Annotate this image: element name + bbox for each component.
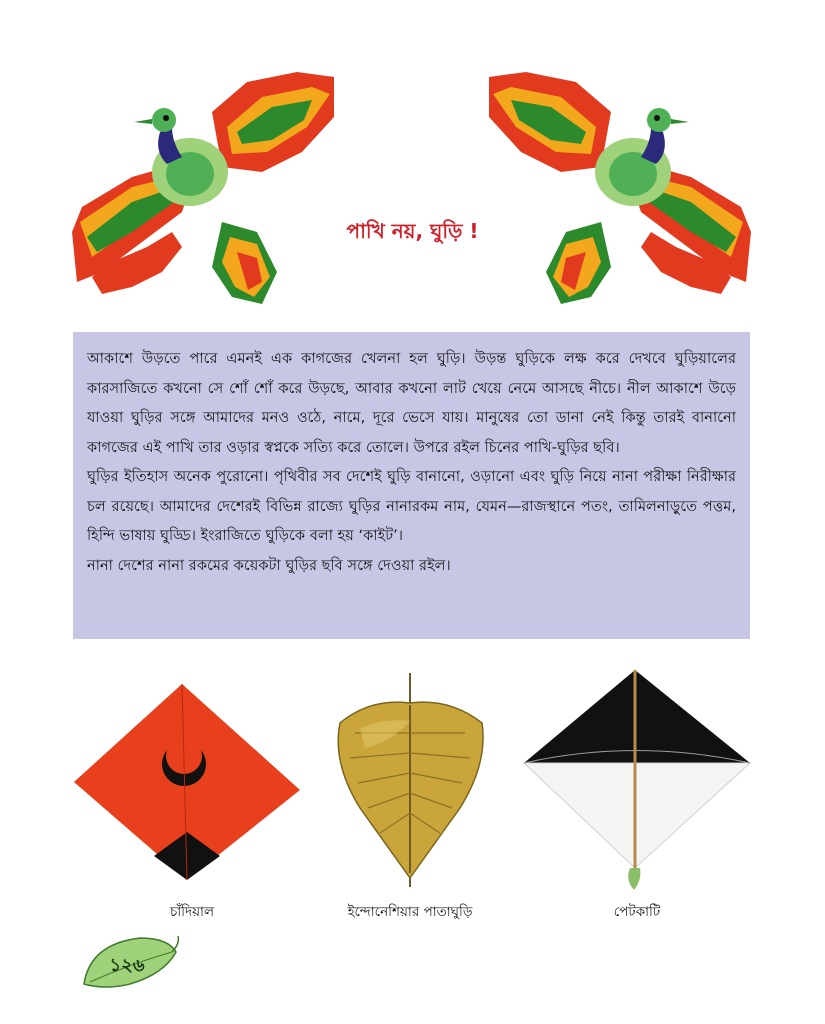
text-box [73,332,750,639]
kite-caption-leaf: ইন্দোনেশিয়ার পাতাঘুড়ি [347,904,473,920]
page-number: ১২৬ [109,955,145,976]
leaf-kite-icon [330,673,490,888]
paragraph-1: আকাশে উড়তে পারে এমনই এক কাগজের খেলনা হল ঘুড়ি। উড়ন্ত ঘুড়িকে লক্ষ করে দেখবে ঘুড়িয়ালের কারসাজিতে কখনো সে শোঁ শোঁ করে উড়ছে, আবার কখনো লাট খেয়ে নেমে আসছে নীচে। নীল আকাশে উড়ে যাওয়া ঘুড়ির সঙ্গে আমাদের মনও ওঠে, নামে, দূরে ভেসে যায়। মানুষের তো ডানা নেই কিন্তু তারই বানানো কাগজের এই পাখি তার ওড়ার স্বপ্নকে সত্যি করে তোলে। উপরে রইল চিনের পাখি-ঘুড়ির ছবি। [87,350,736,456]
bird-kite-right-illustration [489,72,751,304]
page-title: পাখি নয়, ঘুড়ি ! [346,219,479,243]
kite-caption-chandiyal: চাঁদিয়াল [169,904,215,920]
bird-kite-left-illustration [72,72,334,304]
kite-caption-petkati: পেটকাটি [613,904,661,920]
chandiyal-kite-icon [72,682,302,882]
paragraph-3: নানা দেশের নানা রকমের কয়েকটা ঘুড়ির ছবি সঙ্গে দেওয়া রইল। [87,556,451,574]
paragraph-2: ঘুড়ির ইতিহাস অনেক পুরোনো। পৃথিবীর সব দেশেই ঘুড়ি বানানো, ওড়ানো এবং ঘুড়ি নিয়ে নানা পরীক্ষা নিরীক্ষার চল রয়েছে। আমাদের দেশেরই বিভিন্ন রাজ্যে ঘুড়ির নানারকম নাম, যেমন—রাজস্থানে পতং, তামিলনাড়ুতে পত্তম, হিন্দি ভাষায় ঘুড্ডি। ইংরাজিতে ঘুড়িকে বলা হয় ‘কাইট’। [87,468,736,544]
petkati-kite-icon [522,668,752,898]
